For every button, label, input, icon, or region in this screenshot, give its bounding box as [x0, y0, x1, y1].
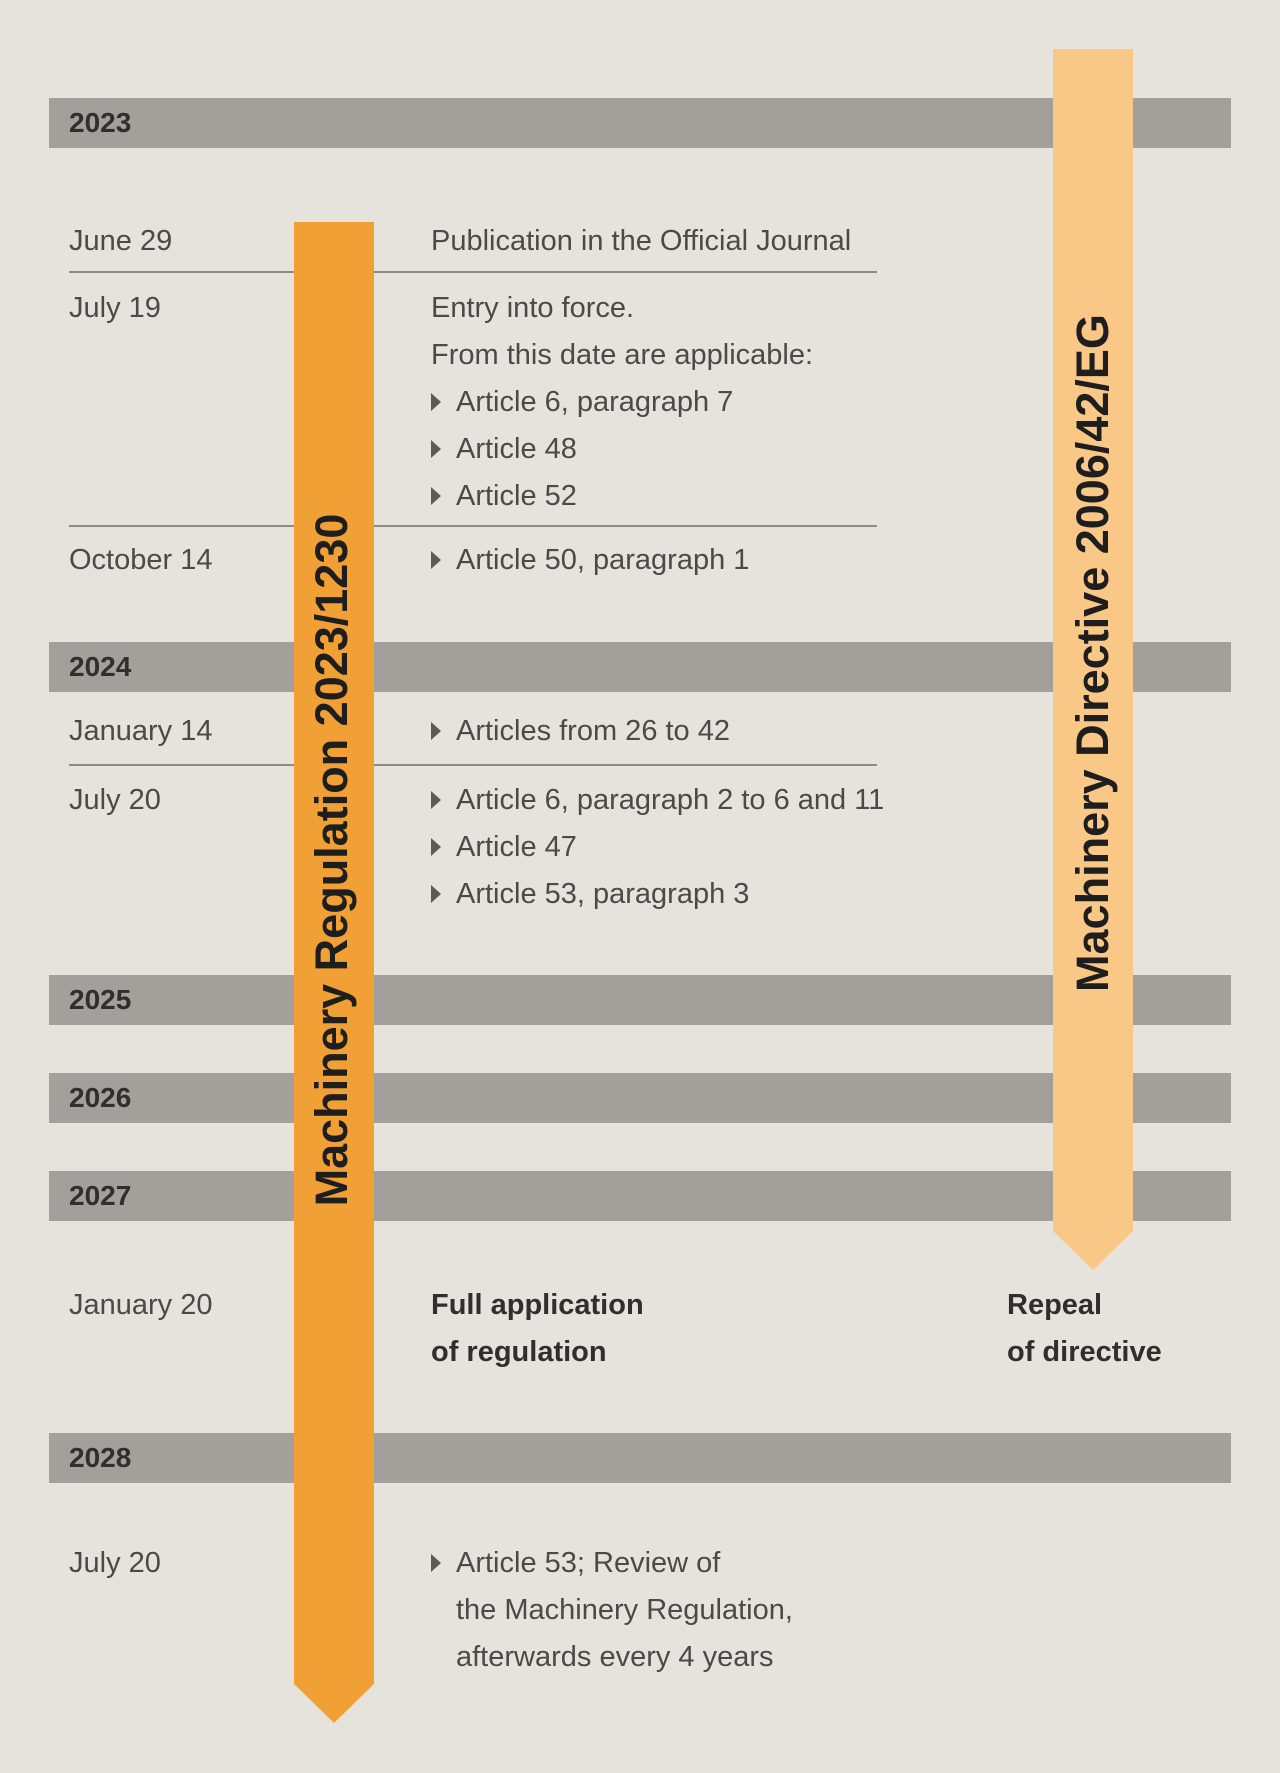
- bullet-text: Article 53, paragraph 3: [456, 878, 750, 910]
- bullet-continuation: afterwards every 4 years: [456, 1641, 774, 1673]
- date-july-20-2024: July 20: [69, 784, 161, 816]
- divider-left: [69, 764, 296, 766]
- year-label: 2027: [69, 1180, 132, 1211]
- bullet-item: [431, 782, 884, 818]
- triangle-bullet-icon: [431, 1554, 441, 1572]
- bullet-item: [431, 478, 577, 514]
- directive-arrow-label: Machinery Directive 2006/42/EG: [1067, 314, 1118, 992]
- date-october-14: October 14: [69, 544, 213, 576]
- date-january-20: January 20: [69, 1289, 213, 1321]
- bullet-item: [431, 713, 730, 749]
- bullet-item: [431, 1545, 720, 1581]
- divider-right: [372, 271, 877, 273]
- date-july-19: July 19: [69, 292, 161, 324]
- divider-left: [69, 271, 296, 273]
- bullet-text: Article 50, paragraph 1: [456, 544, 750, 576]
- divider-left: [69, 525, 296, 527]
- triangle-bullet-icon: [431, 885, 441, 903]
- triangle-bullet-icon: [431, 722, 441, 740]
- repeal-text: of directive: [1007, 1336, 1162, 1368]
- bullet-item: [431, 876, 749, 912]
- bullet-item: [431, 542, 749, 578]
- divider-right: [372, 525, 877, 527]
- bullet-text: Articles from 26 to 42: [456, 715, 730, 747]
- bullet-text: Article 6, paragraph 7: [456, 386, 734, 418]
- regulation-arrow-label: Machinery Regulation 2023/1230: [306, 513, 357, 1207]
- triangle-bullet-icon: [431, 551, 441, 569]
- triangle-bullet-icon: [431, 791, 441, 809]
- bullet-text: Article 52: [456, 480, 577, 512]
- date-january-14: January 14: [69, 715, 213, 747]
- year-label: 2023: [69, 107, 132, 138]
- year-label: 2025: [69, 984, 132, 1015]
- year-label: 2028: [69, 1442, 132, 1473]
- triangle-bullet-icon: [431, 838, 441, 856]
- triangle-bullet-icon: [431, 393, 441, 411]
- triangle-bullet-icon: [431, 440, 441, 458]
- full-application-text: of regulation: [431, 1336, 607, 1368]
- bullet-item: [431, 431, 577, 467]
- bullet-text: Article 47: [456, 831, 577, 863]
- bullet-item: [431, 829, 577, 865]
- year-label: 2024: [69, 651, 132, 682]
- bullet-continuation: the Machinery Regulation,: [456, 1594, 793, 1626]
- applicable-text: From this date are applicable:: [431, 339, 814, 371]
- bullet-text: Article 6, paragraph 2 to 6 and 11: [456, 784, 885, 816]
- bullet-item: [431, 384, 733, 420]
- triangle-bullet-icon: [431, 487, 441, 505]
- date-july-20-2028: July 20: [69, 1547, 161, 1579]
- year-label: 2026: [69, 1082, 132, 1113]
- publication-text: Publication in the Official Journal: [431, 225, 852, 257]
- bullet-text: Article 53; Review of: [456, 1547, 721, 1579]
- year-bar-2028: [49, 1433, 1231, 1483]
- bullet-text: Article 48: [456, 433, 577, 465]
- full-application-text: Full application: [431, 1289, 644, 1321]
- repeal-text: Repeal: [1007, 1289, 1103, 1321]
- entry-into-force-text: Entry into force.: [431, 292, 635, 324]
- divider-right: [372, 764, 877, 766]
- date-june-29: June 29: [69, 225, 173, 257]
